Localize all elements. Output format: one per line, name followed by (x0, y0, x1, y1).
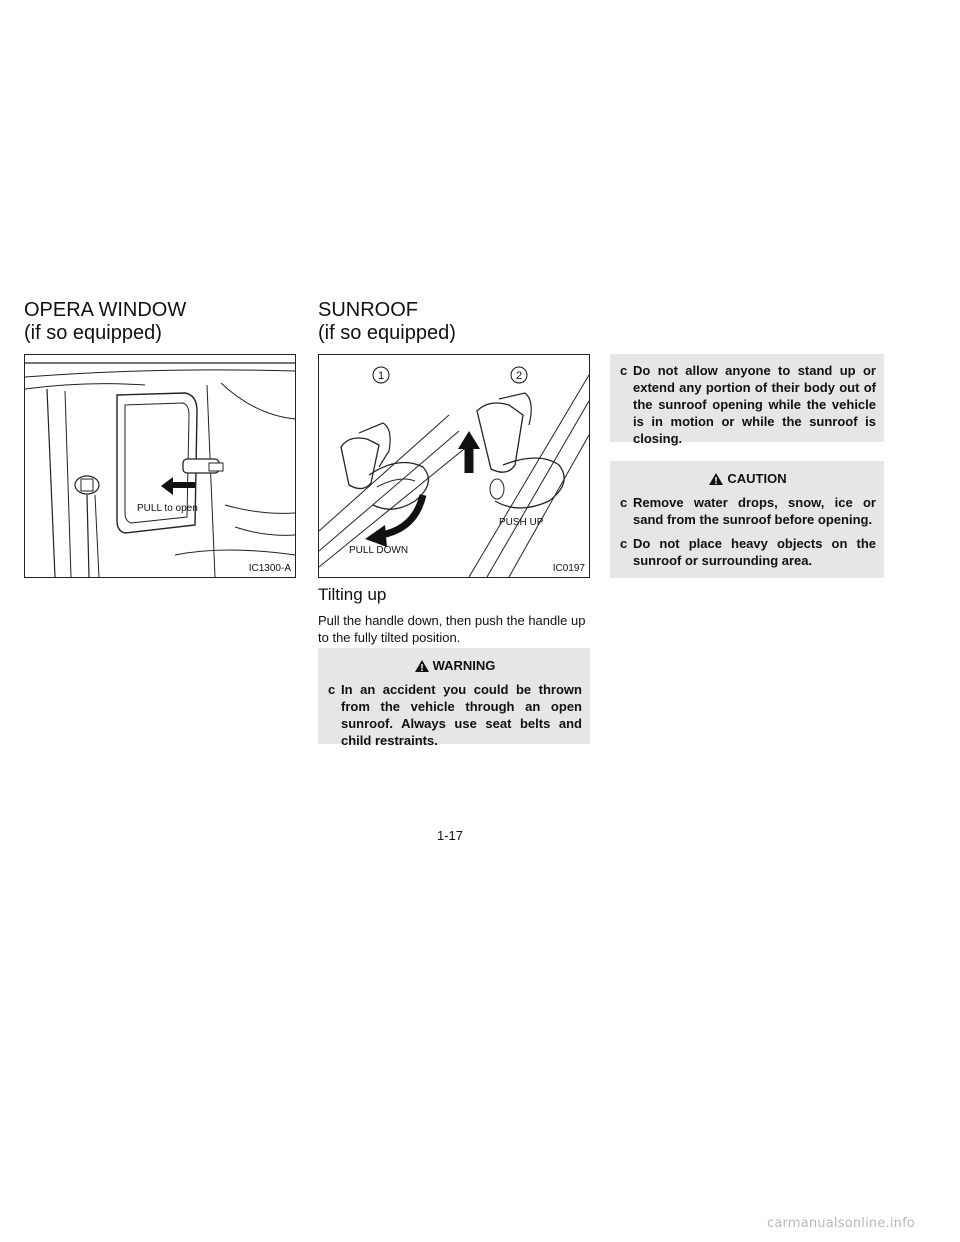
warning-title: WARNING (328, 658, 582, 673)
safety-note-item: c Do not allow anyone to stand up or extend any portion of their body out of the sunroof opening while the vehicle is in motion or while the sunroof is closing. (620, 363, 876, 446)
sunroof-figure (318, 354, 590, 578)
tilting-up-heading: Tilting up (318, 585, 387, 604)
opera-window-figure (24, 354, 296, 578)
sunroof-figure-code: IC0197 (552, 563, 585, 574)
tilting-up-instructions: Pull the handle down, then push the handle up to the fully tilted position. (318, 613, 586, 645)
push-up-label: PUSH UP (499, 517, 544, 528)
safety-note-box (610, 354, 884, 446)
opera-window-heading (24, 299, 186, 345)
svg-text:2: 2 (515, 370, 523, 382)
caution-item: c Do not place heavy objects on the sunroof or surrounding area. (620, 536, 876, 568)
warning-item: c In an accident you could be thrown from the vehicle through an open sunroof. Always use seat belts and child restraints. (328, 682, 582, 748)
opera-window-title: OPERA WINDOW (24, 299, 187, 321)
caution-icon (709, 473, 723, 485)
page-number: 1-17 (437, 828, 464, 843)
bullet-mark: c (620, 495, 628, 510)
caution-item: c Remove water drops, snow, ice or sand from the sunroof before opening. (620, 495, 876, 527)
sunroof-title: SUNROOF (318, 299, 418, 321)
pull-to-open-label: PULL to open (137, 503, 198, 514)
caution-title: CAUTION (620, 471, 876, 486)
caution-box (610, 461, 884, 578)
bullet-mark: c (328, 682, 336, 697)
watermark: carmanualsonline.info (767, 1216, 916, 1231)
svg-text:1: 1 (377, 370, 385, 382)
warning-box (318, 648, 590, 748)
sunroof-heading (318, 299, 456, 345)
step-marker-1 (373, 367, 389, 383)
sunroof-handle-illustration (319, 355, 589, 577)
bullet-mark: c (620, 363, 628, 378)
pull-down-label: PULL DOWN (349, 545, 409, 556)
opera-window-subtitle: (if so equipped) (24, 322, 162, 344)
opera-window-illustration (25, 355, 295, 577)
bullet-mark: c (620, 536, 628, 551)
opera-figure-code: IC1300-A (248, 563, 291, 574)
warning-icon (415, 660, 429, 672)
sunroof-subtitle: (if so equipped) (318, 322, 456, 344)
step-marker-2 (511, 367, 527, 383)
